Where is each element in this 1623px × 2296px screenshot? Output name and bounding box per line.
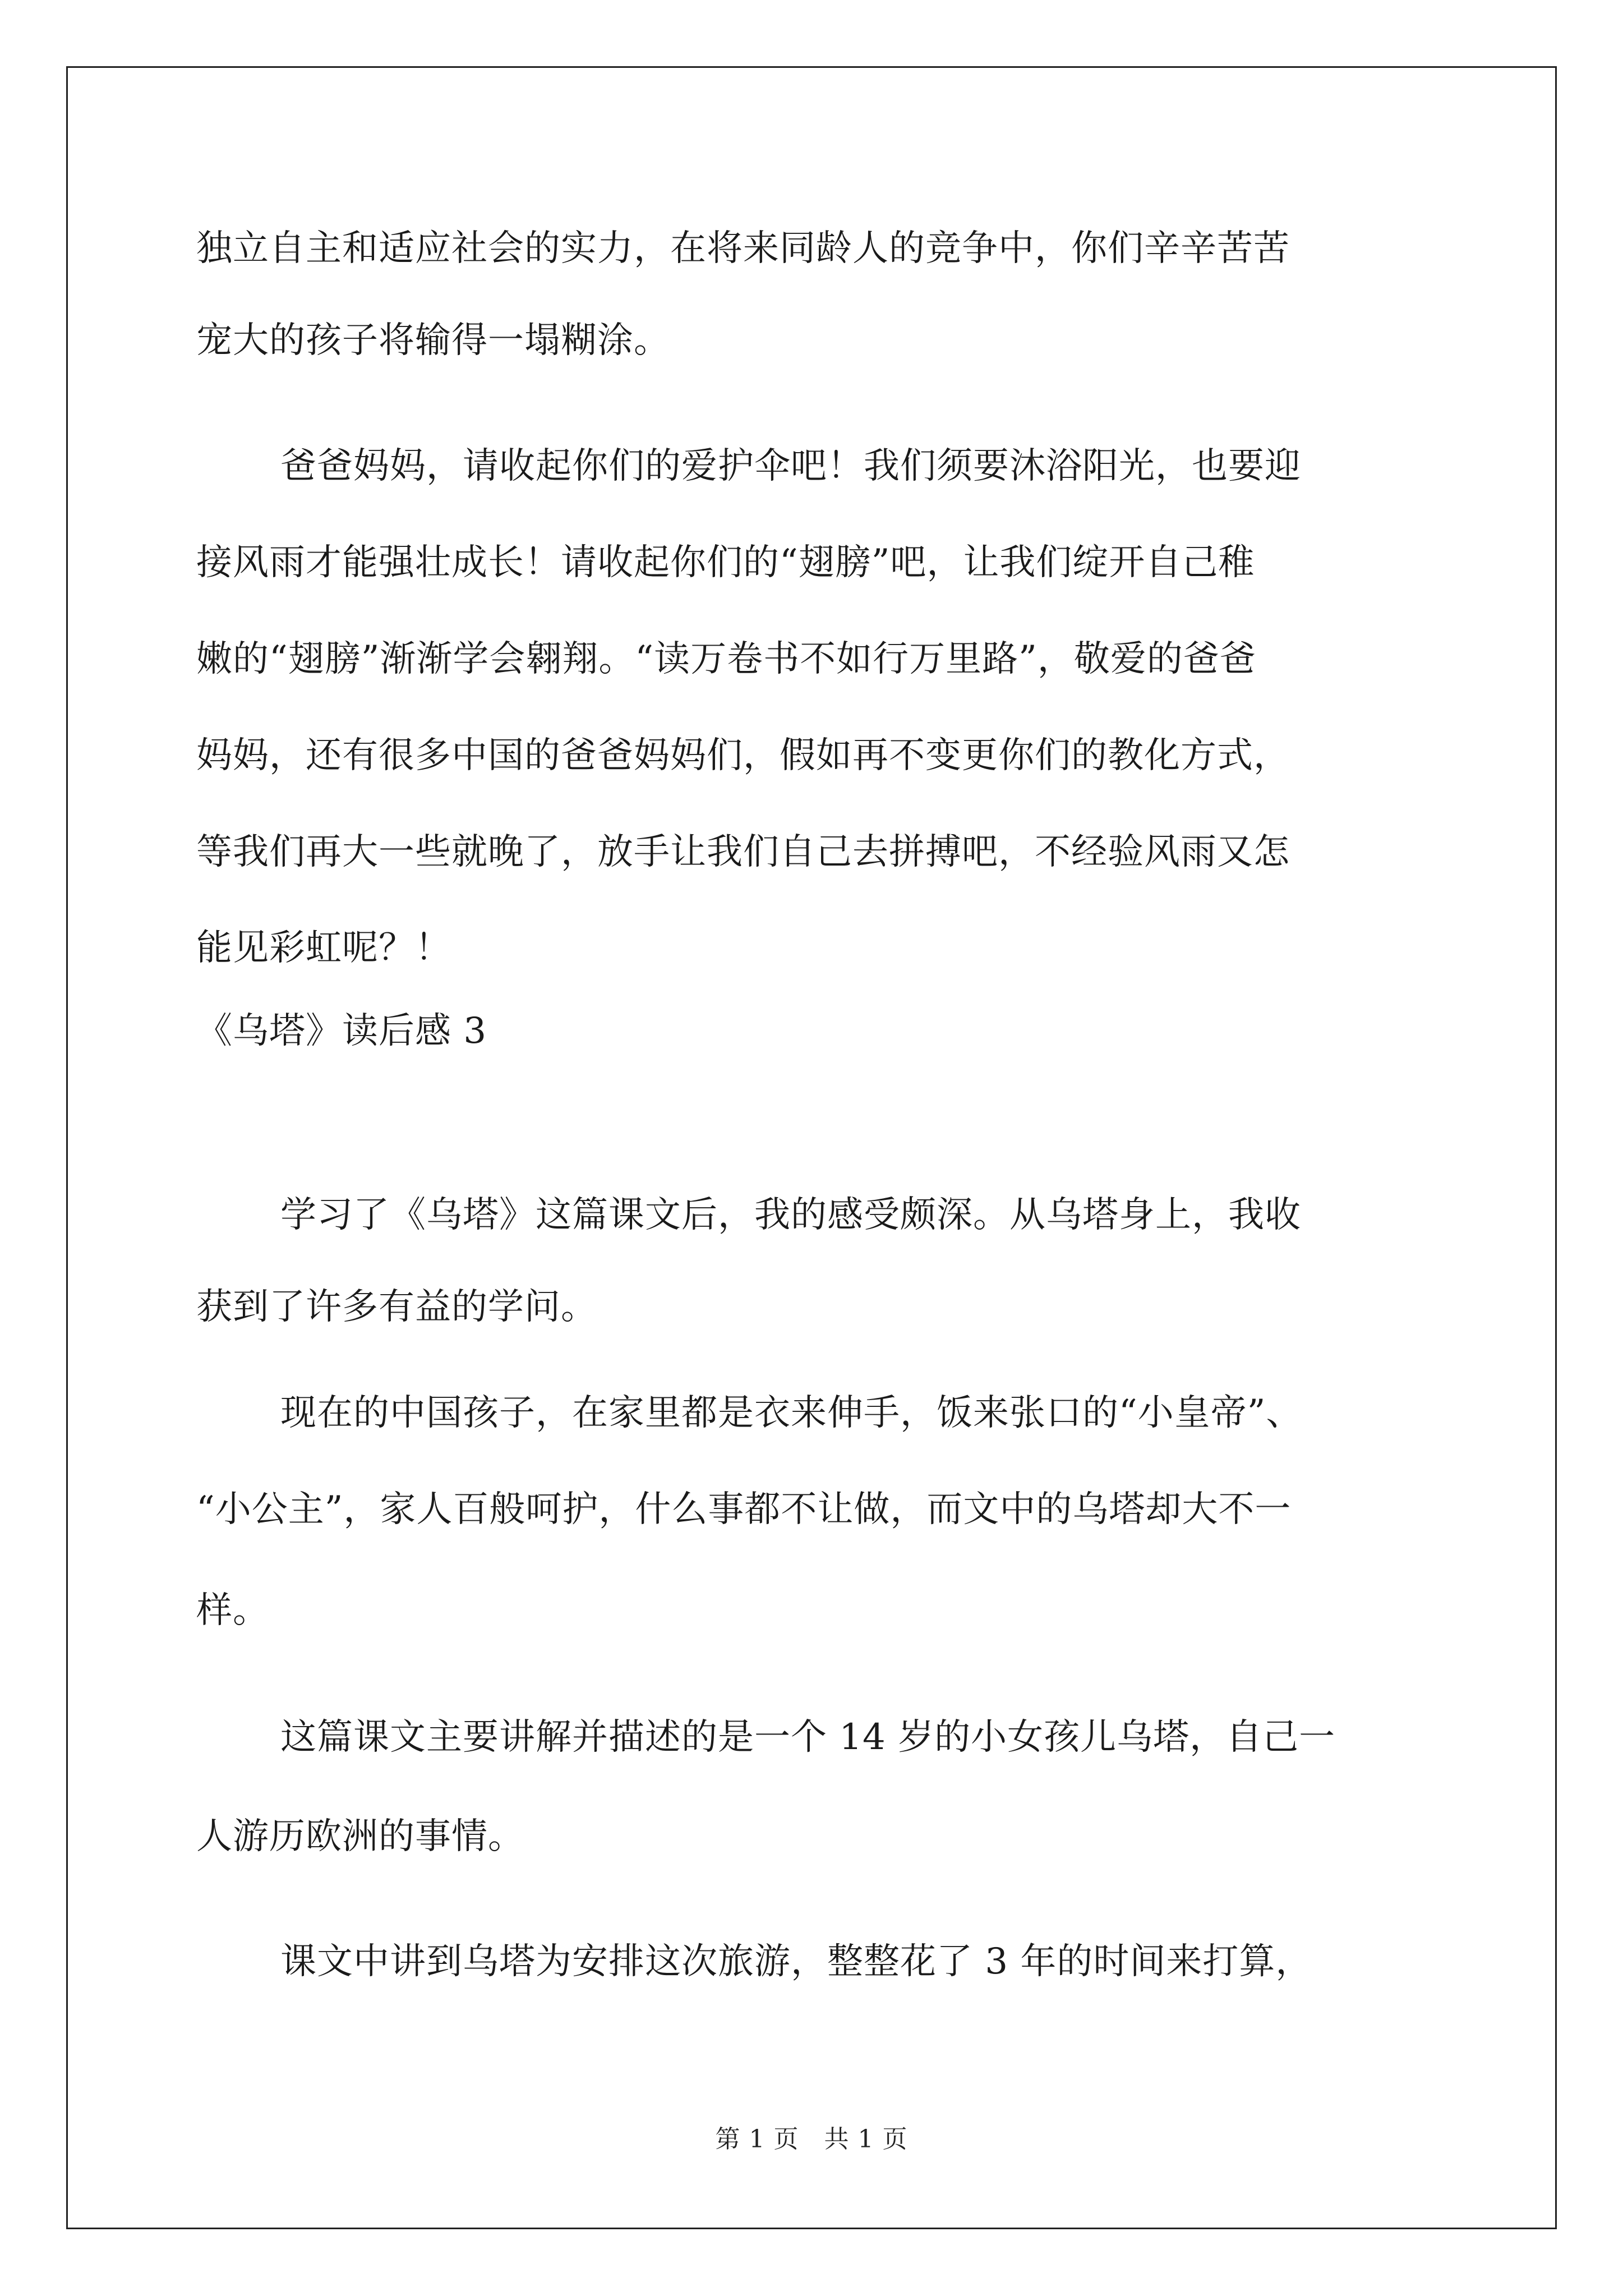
- text-line: 宠大的孩子将输得一塌糊涂。: [196, 320, 670, 361]
- paragraph-start-line: 爸爸妈妈，请收起你们的爱护伞吧！我们须要沐浴阳光，也要迎: [280, 445, 1301, 487]
- text-line: 妈妈，还有很多中国的爸爸妈妈们，假如再不变更你们的教化方式，: [196, 735, 1290, 776]
- paragraph-start-line: 现在的中国孩子，在家里都是衣来伸手，饭来张口的“小皇帝”、: [280, 1392, 1303, 1434]
- text-line: 人游历欧洲的事情。: [196, 1816, 524, 1857]
- paragraph-start-line: 课文中讲到乌塔为安排这次旅游，整整花了 3 年的时间来打算，: [280, 1941, 1312, 1982]
- paragraph-start-line: 这篇课文主要讲解并描述的是一个 14 岁的小女孩儿乌塔，自己一: [280, 1717, 1336, 1758]
- text-line: “小公主”，家人百般呵护，什么事都不让做，而文中的乌塔却大不一: [196, 1489, 1292, 1530]
- text-line: 独立自主和适应社会的实力，在将来同龄人的竞争中，你们辛辛苦苦: [196, 228, 1290, 269]
- page-border: [66, 66, 1557, 2229]
- section-heading: 《乌塔》读后感 3: [196, 1010, 487, 1052]
- text-line: 能见彩虹呢？！: [196, 927, 451, 969]
- text-line: 等我们再大一些就晚了，放手让我们自己去拼搏吧，不经验风雨又怎: [196, 831, 1290, 873]
- text-line: 嫩的“翅膀”渐渐学会翱翔。“读万卷书不如行万里路”，敬爱的爸爸: [196, 638, 1256, 680]
- page-footer: 第 1 页 共 1 页: [715, 2125, 908, 2154]
- text-line: 接风雨才能强壮成长！请收起你们的“翅膀”吧，让我们绽开自己稚: [196, 542, 1255, 583]
- text-line: 获到了许多有益的学问。: [196, 1286, 597, 1328]
- text-line: 样。: [196, 1590, 269, 1631]
- paragraph-start-line: 学习了《乌塔》这篇课文后，我的感受颇深。从乌塔身上，我收: [280, 1194, 1301, 1236]
